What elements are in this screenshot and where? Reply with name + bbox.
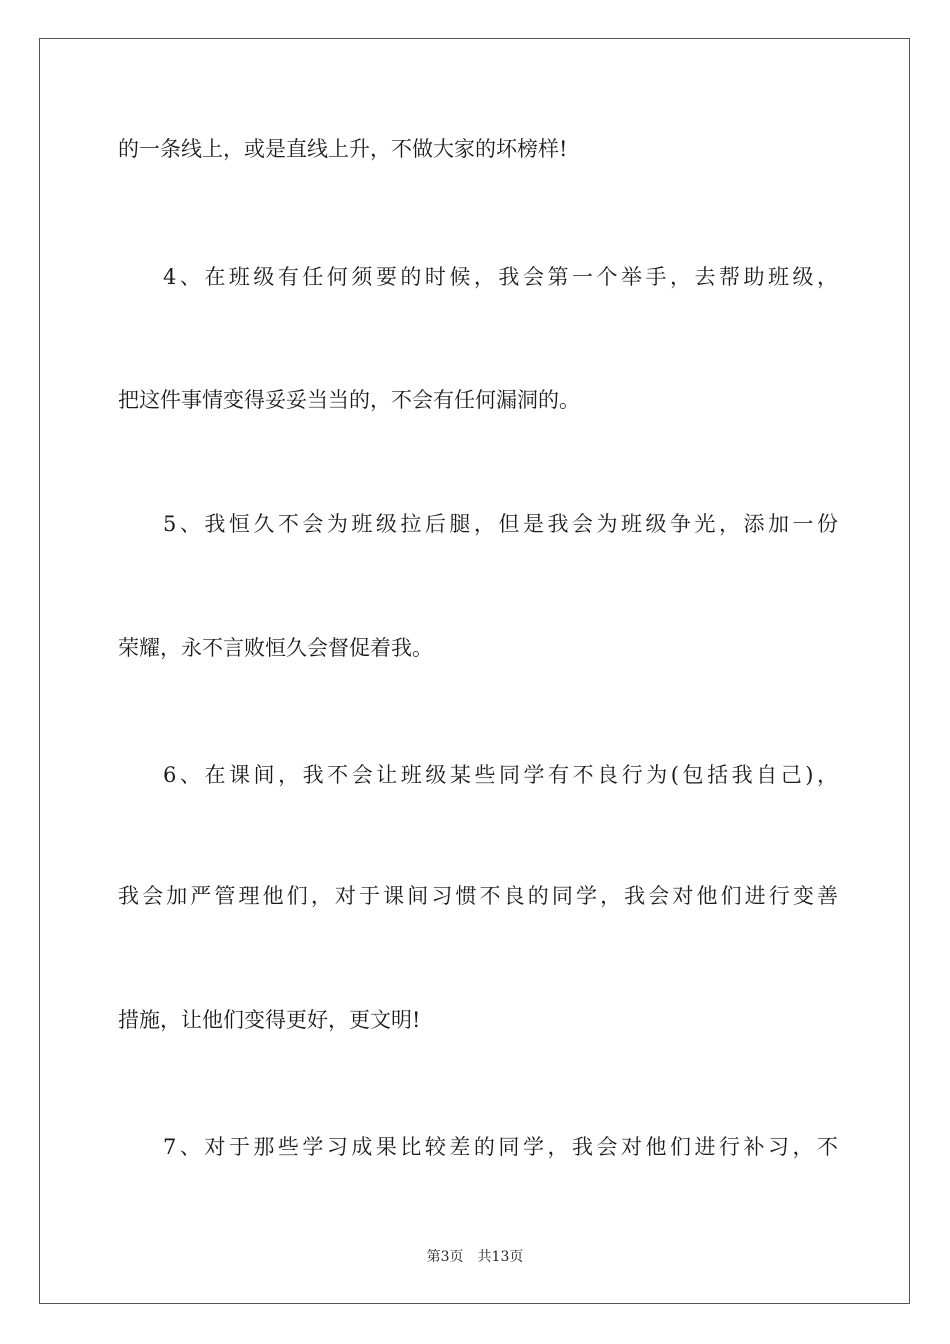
footer-page-suffix: 页 xyxy=(509,1249,524,1265)
text-line-5: 荣耀，永不言败恒久会督促着我。 xyxy=(118,636,433,660)
text-line-8: 措施，让他们变得更好，更文明! xyxy=(118,1008,421,1032)
text-line-9: 7、对于那些学习成果比较差的同学，我会对他们进行补习，不 xyxy=(163,1135,838,1159)
text-line-3: 把这件事情变得妥妥当当的，不会有任何漏洞的。 xyxy=(118,388,580,412)
footer-page-total: 13 xyxy=(491,1249,510,1265)
page-footer xyxy=(0,1247,950,1267)
footer-page-mid: 页 共 xyxy=(449,1249,492,1265)
text-line-4: 5、我恒久不会为班级拉后腿，但是我会为班级争光，添加一份 xyxy=(163,512,838,536)
text-line-2: 4、在班级有任何须要的时候，我会第一个举手，去帮助班级， xyxy=(163,265,838,289)
text-line-7: 我会加严管理他们，对于课间习惯不良的同学，我会对他们进行变善 xyxy=(118,884,838,908)
page-border xyxy=(39,38,910,1304)
footer-page-prefix: 第 xyxy=(426,1249,441,1265)
text-line-6: 6、在课间，我不会让班级某些同学有不良行为(包括我自己)， xyxy=(163,763,838,787)
footer-page-current: 3 xyxy=(440,1249,450,1265)
text-line-1: 的一条线上，或是直线上升，不做大家的坏榜样! xyxy=(118,137,568,161)
